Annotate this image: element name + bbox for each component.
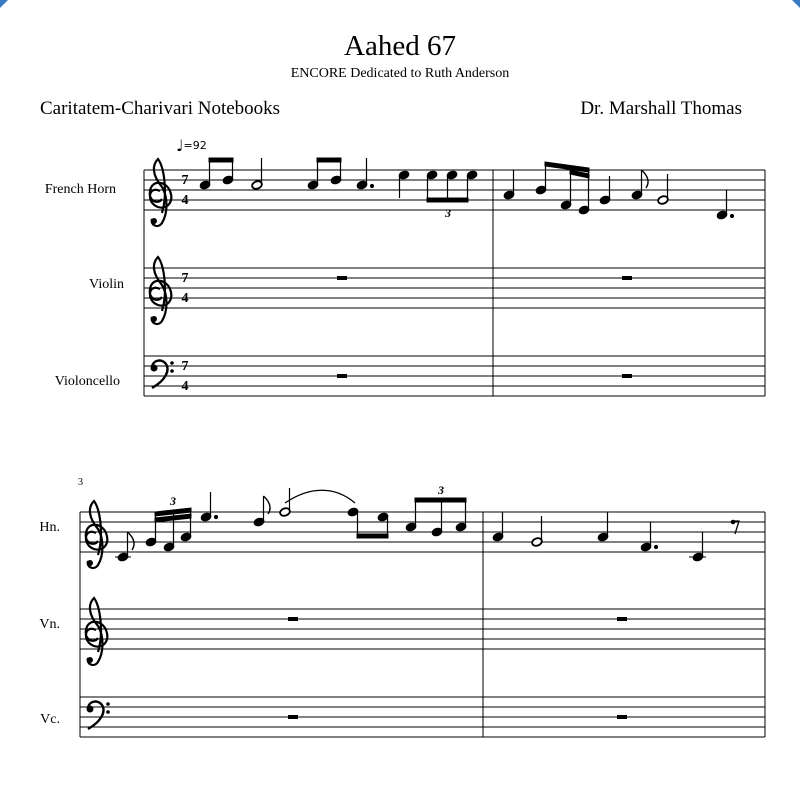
horn-notes-measure-2: [503, 162, 734, 220]
tuplet-label: 3: [170, 494, 176, 508]
measure-number: 3: [78, 477, 83, 488]
staff-vc: [80, 697, 765, 737]
series-name: Caritatem-Charivari Notebooks: [40, 98, 281, 119]
tuplet-label: 3: [445, 206, 451, 220]
instrument-label-hn: Hn.: [39, 520, 60, 535]
whole-rest: [288, 715, 298, 719]
whole-rest: [622, 276, 632, 280]
tuplet-label: 3: [438, 483, 444, 497]
barlines-system-2: [80, 512, 765, 737]
composer-name: Dr. Marshall Thomas: [580, 98, 742, 119]
score-title: Aahed 67: [344, 30, 456, 62]
time-signature-bottom: 4: [181, 379, 189, 394]
bass-clef-icon: [151, 361, 174, 388]
quarter-note-icon: ♩: [176, 136, 184, 155]
treble-clef-icon: [150, 257, 172, 324]
horn-notes-measure-4: [492, 512, 739, 562]
whole-rest: [337, 276, 347, 280]
staff-violoncello: [144, 356, 765, 396]
whole-rest: [622, 374, 632, 378]
treble-clef-icon: [150, 159, 172, 226]
tempo-value: =92: [183, 139, 207, 152]
instrument-label-vn: Vn.: [39, 617, 60, 632]
score-subtitle: ENCORE Dedicated to Ruth Anderson: [290, 66, 510, 81]
staff-french-horn: [144, 159, 765, 226]
time-signatures: [182, 173, 189, 394]
time-signature-top: 7: [181, 173, 189, 188]
time-signature-bottom: 4: [181, 193, 189, 208]
time-signature-top: 7: [181, 359, 189, 374]
corner-mark-right-icon: [792, 0, 800, 8]
whole-rest: [337, 374, 347, 378]
staff-vn: [80, 598, 765, 665]
whole-rest: [288, 617, 298, 621]
treble-clef-icon: [86, 501, 108, 568]
corner-mark-left-icon: [0, 0, 8, 8]
barlines-system-1: [144, 170, 765, 396]
horn-notes-measure-3: [115, 488, 467, 562]
bass-clef-icon: [87, 702, 110, 729]
treble-clef-icon: [86, 598, 108, 665]
whole-rest: [617, 617, 627, 621]
time-signature-bottom: 4: [181, 291, 189, 306]
instrument-label-violoncello: Violoncello: [54, 374, 120, 389]
instrument-label-violin: Violin: [89, 277, 124, 292]
time-signature-top: 7: [181, 271, 189, 286]
staff-violin: [144, 257, 765, 324]
instrument-label-vc: Vc.: [40, 712, 60, 727]
whole-rest: [617, 715, 627, 719]
instrument-label-french-horn: French Horn: [44, 182, 116, 197]
